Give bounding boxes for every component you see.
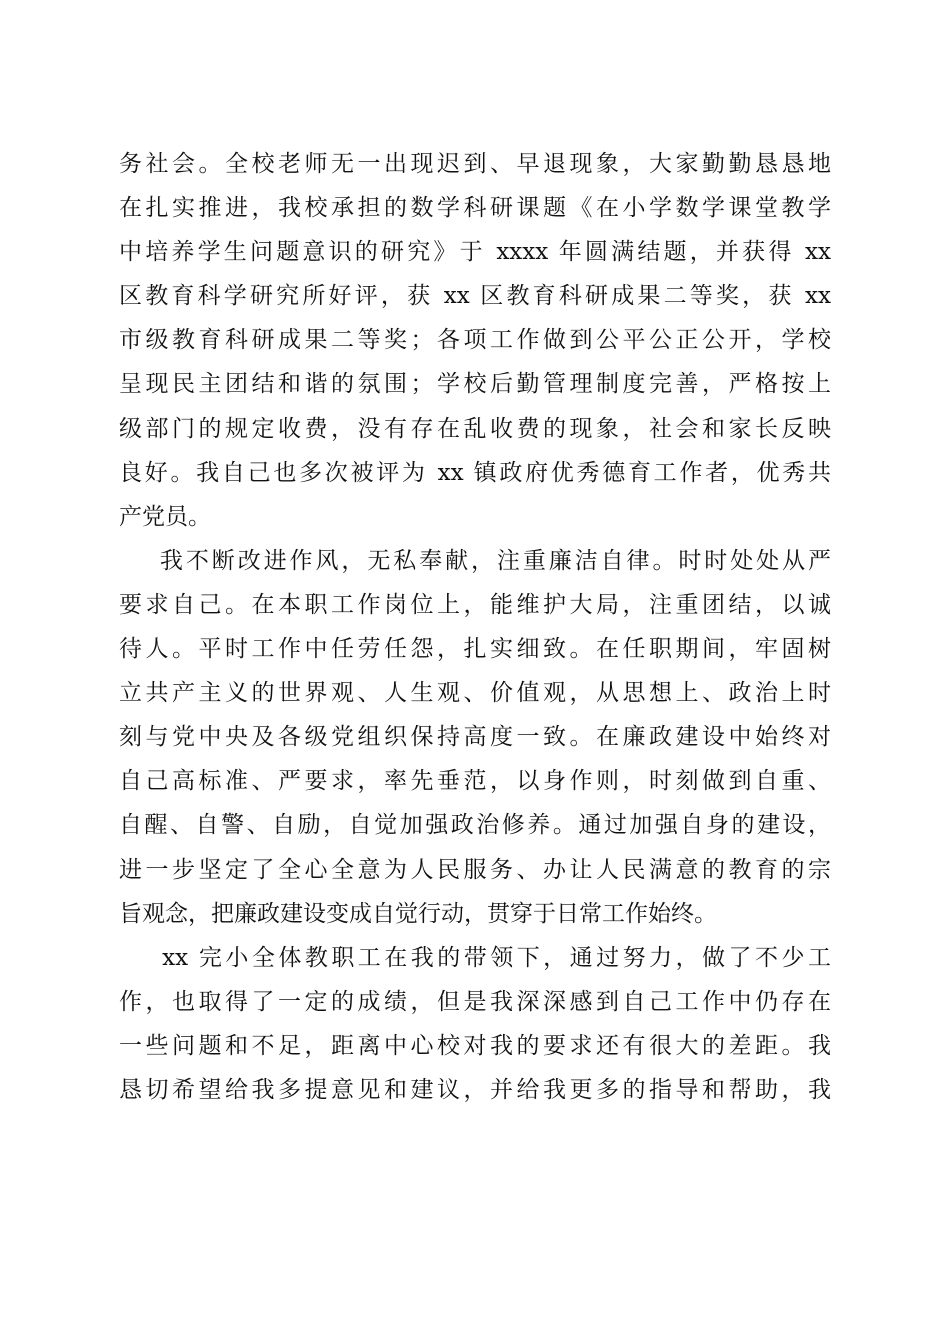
text-line: 务社会。全校老师无一出现迟到、早退现象，大家勤勤恳恳地 [119,151,831,177]
text-line: 自醒、自警、自励，自觉加强政治修养。通过加强自身的建设， [119,812,831,839]
text-line: 进一步坚定了全心全意为人民服务、办让人民满意的教育的宗 [119,856,831,883]
text-line: 作，也取得了一定的成绩，但是我深深感到自己工作中仍存在 [119,988,831,1015]
text-line: 恳切希望给我多提意见和建议，并给我更多的指导和帮助，我 [119,1076,831,1103]
text-line: 良好。我自己也多次被评为 xx 镇政府优秀德育工作者，优秀共 [119,459,831,486]
text-line: 待人。平时工作中任劳任怨，扎实细致。在任职期间，牢固树 [119,636,831,663]
text-line: 产党员。 [119,503,211,530]
document-body [119,142,831,1112]
text-line: 要求自己。在本职工作岗位上，能维护大局，注重团结，以诚 [119,591,831,618]
text-line: 在扎实推进，我校承担的数学科研课题《在小学数学课堂教学 [119,195,831,222]
text-line: 立共产主义的世界观、人生观、价值观，从思想上、政治上时 [119,680,831,707]
text-line: 市级教育科研成果二等奖；各项工作做到公平公正公开，学校 [119,327,831,354]
text-line: 旨观念，把廉政建设变成自觉行动，贯穿于日常工作始终。 [119,900,717,927]
text-line: 中培养学生问题意识的研究》于 xxxx 年圆满结题，并获得 xx [119,239,831,266]
text-line: 一些问题和不足，距离中心校对我的要求还有很大的差距。我 [119,1032,831,1059]
text-line: xx 完小全体教职工在我的带领下，通过努力，做了不少工 [119,944,831,971]
text-line: 刻与党中央及各级党组织保持高度一致。在廉政建设中始终对 [119,724,831,751]
paragraph [119,936,831,1112]
paragraph [119,539,831,936]
paragraph [119,142,831,539]
text-line: 区教育科学研究所好评，获 xx 区教育科研成果二等奖，获 xx [119,283,831,310]
text-line: 自己高标准、严要求，率先垂范，以身作则，时刻做到自重、 [119,768,831,795]
text-line: 我不断改进作风，无私奉献，注重廉洁自律。时时处处从严 [119,547,831,574]
text-line: 呈现民主团结和谐的氛围；学校后勤管理制度完善，严格按上 [119,371,831,398]
text-line: 级部门的规定收费，没有存在乱收费的现象，社会和家长反映 [119,415,831,442]
